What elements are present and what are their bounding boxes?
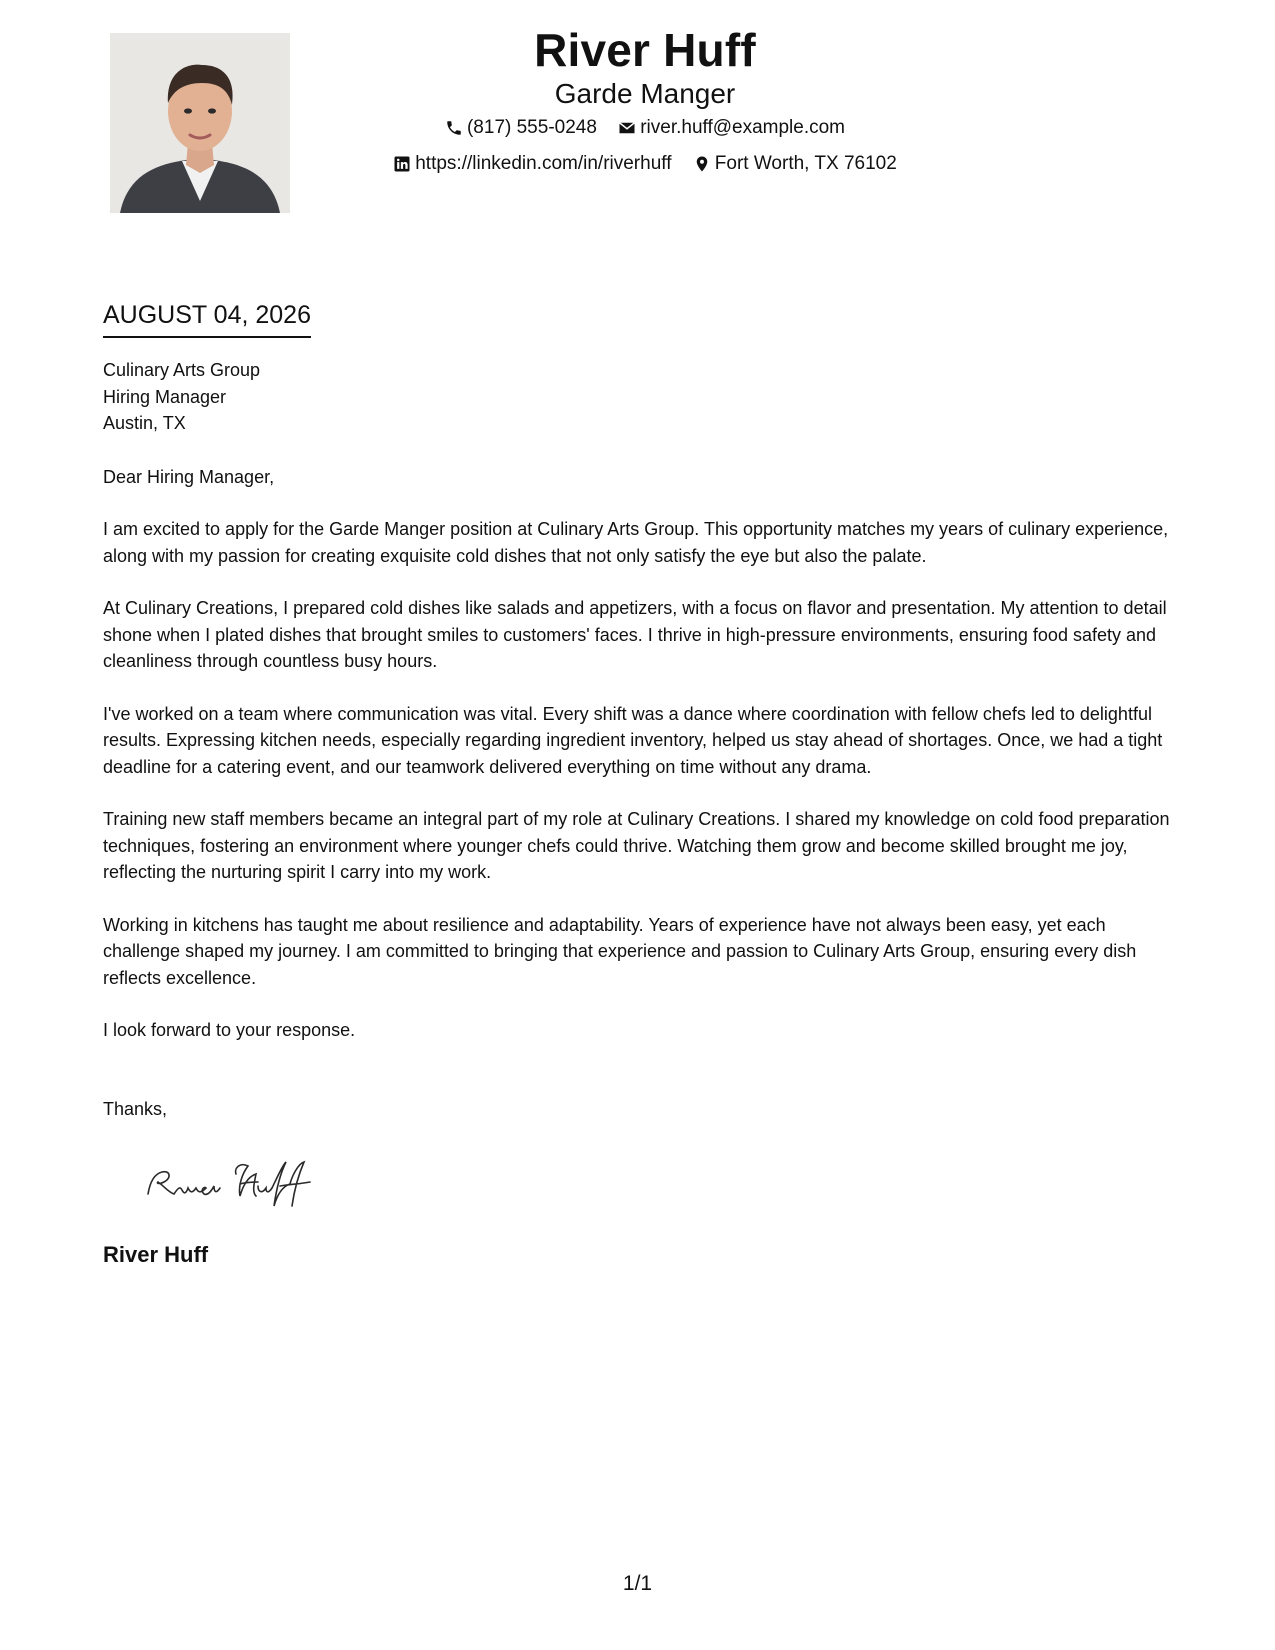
job-title: Garde Manger [554,78,736,109]
contact-row-2 [300,152,990,180]
envelope-icon [618,119,636,137]
page-number: 1/1 [622,1572,653,1595]
letter-body [103,357,1178,1122]
recipient-block [103,357,1178,437]
phone-text: (817) 555-0248 [466,117,597,138]
letter-header [300,22,990,180]
email-text[interactable]: river.huff@example.com [640,117,846,138]
body-paragraph: I've worked on a team where communication was vital. Every shift was a dance where coordination with fellow chefs led to delightful results. Expressing kitchen needs, especially regarding ingredient inventory, helped us stay ahead of shortages. Once, we had a tight deadline for a catering event, and our teamwork delivered everything on time without any drama. [103,703,1163,777]
letter-date: AUGUST 04, 2026 [103,300,311,338]
profile-photo [110,33,290,213]
phone-contact [445,116,597,140]
contact-row-1 [300,116,990,144]
body-paragraph: Training new staff members became an integral part of my role at Culinary Creations. I shared my knowledge on cold food preparation techniques, fostering an environment where younger chefs could thrive. Watching them grow and become skilled brought me joy, reflecting the nurturing spirit I carry into my work. [103,809,1170,882]
body-paragraph: At Culinary Creations, I prepared cold dishes like salads and appetizers, with a focus on flavor and presentation. My attention to detail shone when I plated dishes that brought smiles to customers' faces. I thrive in high-pressure environments, ensuring food safety and cleanliness through countless busy hours. [103,598,1167,671]
recipient-company: Culinary Arts Group [103,360,261,380]
linkedin-icon [393,155,411,173]
closing: Thanks, [103,1098,168,1119]
signer-name: River Huff [103,1242,209,1267]
letter-date-block [103,300,311,338]
location-text: Fort Worth, TX 76102 [714,153,897,174]
salutation: Dear Hiring Manager, [103,466,275,487]
body-paragraph: I look forward to your response. [103,1020,356,1040]
phone-icon [445,119,463,137]
location-contact [693,152,897,176]
linkedin-contact[interactable] [393,152,671,176]
recipient-location: Austin, TX [103,413,186,433]
email-contact[interactable] [618,116,845,140]
body-paragraph: I am excited to apply for the Garde Manger position at Culinary Arts Group. This opportunity matches my years of culinary experience, along with my passion for creating exquisite cold dishes that not only satisfy the eye but also the palate. [103,519,1169,566]
signature-image [140,1152,330,1212]
recipient-title: Hiring Manager [103,386,227,407]
map-pin-icon [693,155,711,173]
linkedin-text[interactable]: https://linkedin.com/in/riverhuff [415,153,672,174]
portrait-image [110,33,290,213]
handwritten-signature [140,1152,330,1212]
applicant-name: River Huff [534,24,756,76]
body-paragraph: Working in kitchens has taught me about resilience and adaptability. Years of experience have not always been easy, yet each challenge shaped my journey. I am committed to bringing that experience and passion to Culinary Arts Group, ensuring every dish reflects excellence. [103,914,1137,988]
